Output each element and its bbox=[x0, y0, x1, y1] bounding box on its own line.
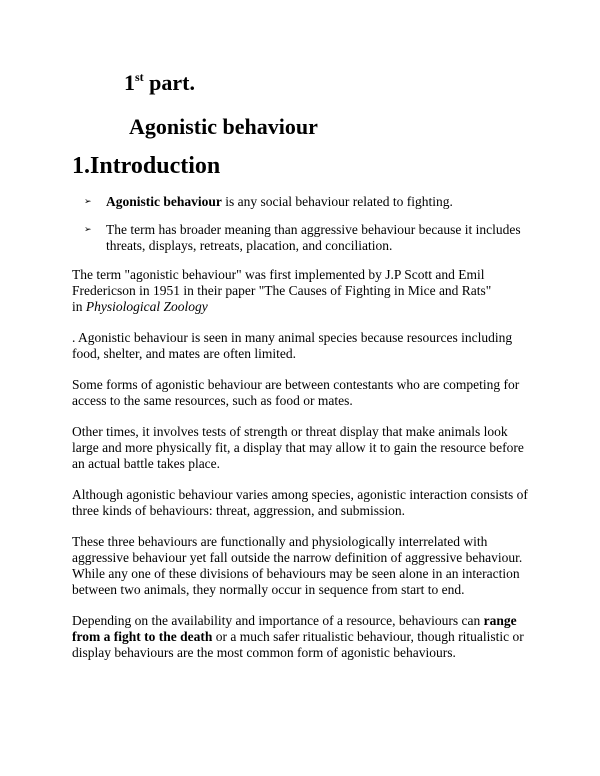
bullet-text bbox=[106, 222, 534, 254]
document-body bbox=[72, 267, 534, 676]
bullet-list bbox=[84, 194, 534, 266]
paragraph-in-word: in bbox=[72, 299, 86, 314]
bullet-text bbox=[106, 194, 534, 210]
bullet-body: is any social behaviour related to fighting. bbox=[221, 194, 453, 209]
paragraph: These three behaviours are functionally and physiologically interrelated with aggressive behaviour yet fall outside the narrow definition of aggressive behaviour. While any one of these divisions of behaviours may be seen alone in an interaction between two animals, they normally occur in sequence from start to end. bbox=[72, 534, 523, 597]
section-heading: 1.Introduction bbox=[72, 153, 221, 179]
part-word: part. bbox=[143, 70, 195, 95]
part-title bbox=[124, 70, 195, 96]
paragraph bbox=[72, 613, 534, 661]
bullet-item bbox=[84, 222, 534, 254]
paragraph: Although agonistic behaviour varies among species, agonistic interaction consists of three kinds of behaviours: threat, aggression, and submission. bbox=[72, 487, 528, 518]
bullet-bold-term: Agonistic behaviour bbox=[106, 194, 222, 209]
paragraph: Other times, it involves tests of strength or threat display that make animals look large and more physically fit, a display that may allow it to gain the resource before an actual battle takes place. bbox=[72, 424, 524, 471]
paragraph-text: or a much safer ritualistic behaviour, though ritualistic or display behaviours are the most common form of agonistic behaviours. bbox=[72, 629, 524, 660]
part-number: 1 bbox=[124, 70, 135, 95]
arrowhead-bullet-icon: ➢ bbox=[84, 197, 92, 207]
paragraph-text: Depending on the availability and importance of a resource, behaviours can bbox=[72, 613, 484, 628]
part-suffix: st bbox=[135, 70, 144, 84]
paragraph: Some forms of agonistic behaviour are between contestants who are competing for access to the same resources, such as food or mates. bbox=[72, 377, 520, 408]
arrowhead-bullet-icon: ➢ bbox=[84, 225, 92, 235]
document-subtitle: Agonistic behaviour bbox=[129, 114, 318, 139]
paragraph: . Agonistic behaviour is seen in many animal species because resources including food, shelter, and mates are often limited. bbox=[72, 330, 513, 361]
bullet-item bbox=[84, 194, 534, 210]
bullet-body: The term has broader meaning than aggressive behaviour because it includes threats, displays, retreats, placation, and conciliation. bbox=[106, 222, 521, 253]
emphasis-text: range from a fight to the death bbox=[72, 613, 517, 644]
journal-title: Physiological Zoology bbox=[85, 299, 208, 314]
paragraph-text: The term "agonistic behaviour" was first implemented by J.P Scott and Emil Fredericson in 1951 in their paper "The Causes of Fighting in Mice and Rats" bbox=[72, 267, 492, 298]
paragraph bbox=[72, 267, 534, 315]
